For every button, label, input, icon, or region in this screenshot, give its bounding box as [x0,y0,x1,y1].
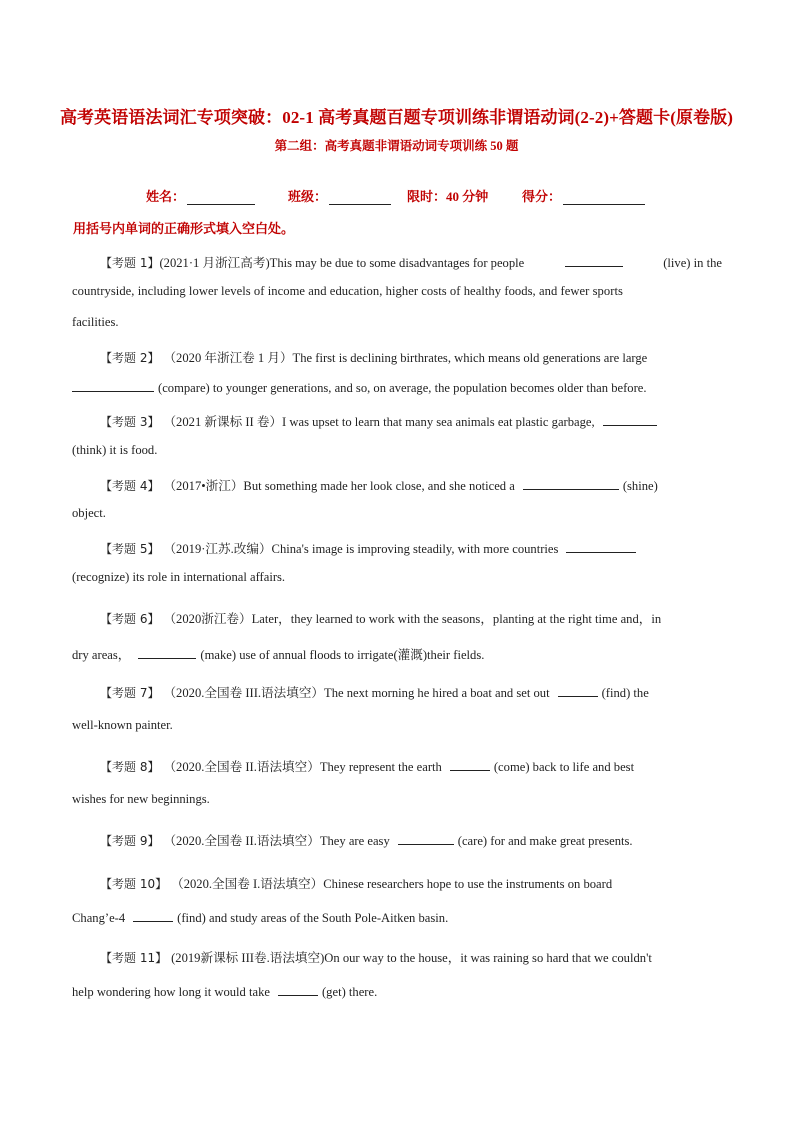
question-label: 【考题 10】 [100,877,168,891]
question-text: (find) and study areas of the South Pole-Aitken basin. [177,911,449,925]
question-label: 【考题 5】 [100,542,160,556]
question-label: 【考题 7】 [100,686,160,700]
question-label: 【考题 4】 [100,479,160,493]
question-text: （2020.全国卷 III.语法填空）The next morning he hired a boat and set out [163,686,550,700]
time-value: 40 分钟 [446,189,489,204]
question-text: (think) it is food. [72,443,158,457]
question-label: 【考题 2】 [100,351,160,365]
question-10 [100,873,722,891]
answer-blank[interactable] [398,832,454,845]
question-1-line-2 [72,284,722,302]
question-text: (live) in the [663,256,722,270]
question-3-line-2 [72,443,722,461]
question-text: （2019·江苏.改编）China's image is improving steadily, with more countries [163,542,559,556]
answer-blank[interactable] [603,413,657,426]
question-text: countryside, including lower levels of income and education, higher costs of healthy foods, and fewer sports [72,284,623,298]
class-label: 班级： [288,189,328,204]
question-6 [100,608,722,626]
question-text: (make) use of annual floods to irrigate(灌溉)their fields. [200,648,485,662]
score-label: 得分： [522,189,562,204]
question-11-line-2 [72,983,722,1001]
answer-blank[interactable] [72,379,154,392]
question-5-line-2 [72,570,722,588]
time-limit-field [407,186,488,205]
question-text: facilities. [72,315,119,329]
question-8 [100,756,722,774]
question-3 [100,411,722,429]
name-label: 姓名： [146,189,186,204]
question-11 [100,947,722,965]
question-label: 【考题 3】 [100,415,160,429]
question-text: object. [72,506,106,520]
question-text: （2020.全国卷 II.语法填空）They are easy [163,834,390,848]
question-text: (2021·1 月浙江高考)This may be due to some disadvantages for people [159,256,525,270]
score-blank[interactable] [563,190,645,205]
name-blank[interactable] [187,190,255,205]
question-text: (come) back to life and best [493,760,635,774]
question-text: (get) there. [321,985,378,999]
question-text: (find) the [601,686,649,700]
question-7-line-2 [72,718,722,736]
question-1-line-3 [72,315,722,333]
question-text: (shine) [622,479,658,493]
question-text: （2017•浙江）But something made her look close, and she noticed a [163,479,515,493]
question-text: (recognize) its role in international affairs. [72,570,286,584]
question-6-line-2 [72,644,722,662]
question-7 [100,682,722,700]
question-text: (2019新课标 III卷.语法填空)On our way to the house，it was raining so hard that we couldn't [171,951,652,965]
class-blank[interactable] [329,190,391,205]
question-2-line-2 [72,379,722,397]
document-subtitle: 第二组：高考真题非谓语动词专项训练 50 题 [274,139,519,153]
answer-blank[interactable] [133,909,173,922]
question-label: 【考题 8】 [100,760,160,774]
question-text: （2020.全国卷 II.语法填空）They represent the earth [163,760,442,774]
time-label: 限时： [407,189,447,204]
instruction-text: 用括号内单词的正确形式填入空白处。 [73,221,295,236]
class-field [288,186,391,205]
question-2 [100,347,722,365]
question-4 [100,475,722,493]
question-label: 【考题 11】 [100,951,168,965]
question-10-line-2 [72,909,722,927]
answer-blank[interactable] [450,758,490,771]
question-text: dry areas， [72,648,131,662]
question-text: help wondering how long it would take [72,985,270,999]
answer-blank[interactable] [566,540,636,553]
question-text: （2020 年浙江卷 1 月）The first is declining birthrates, which means old generations are large [163,351,648,365]
document-title: 高考英语语法词汇专项突破：02-1 高考真题百题专项训练非谓语动词(2-2)+答题卡(原卷版) [59,108,734,127]
question-5 [100,538,722,556]
question-text: wishes for new beginnings. [72,792,210,806]
question-4-line-2 [72,506,722,524]
answer-blank[interactable] [565,254,623,267]
question-text: （2020.全国卷 I.语法填空）Chinese researchers hope to use the instruments on board [171,877,613,891]
question-text: （2020浙江卷）Later，they learned to work with the seasons，planting at the right time and，in [163,612,662,626]
question-text: (compare) to younger generations, and so, on average, the population becomes older than before. [158,381,647,395]
question-label: 【考题 6】 [100,612,160,626]
question-8-line-2 [72,792,722,810]
question-9 [100,830,722,848]
question-1 [100,252,722,270]
question-text: （2021 新课标 II 卷）I was upset to learn that many sea animals eat plastic garbage, [163,415,595,429]
student-info-row [0,186,793,208]
name-field [146,186,255,205]
answer-blank[interactable] [138,646,196,659]
question-text: well-known painter. [72,718,173,732]
answer-blank[interactable] [558,684,598,697]
question-label: 【考题 9】 [100,834,160,848]
score-field [522,186,645,205]
question-label: 【考题 1】 [100,256,160,270]
question-text: Chang’e-4 [72,911,126,925]
answer-blank[interactable] [278,983,318,996]
answer-blank[interactable] [523,477,619,490]
question-text: (care) for and make great presents. [457,834,633,848]
